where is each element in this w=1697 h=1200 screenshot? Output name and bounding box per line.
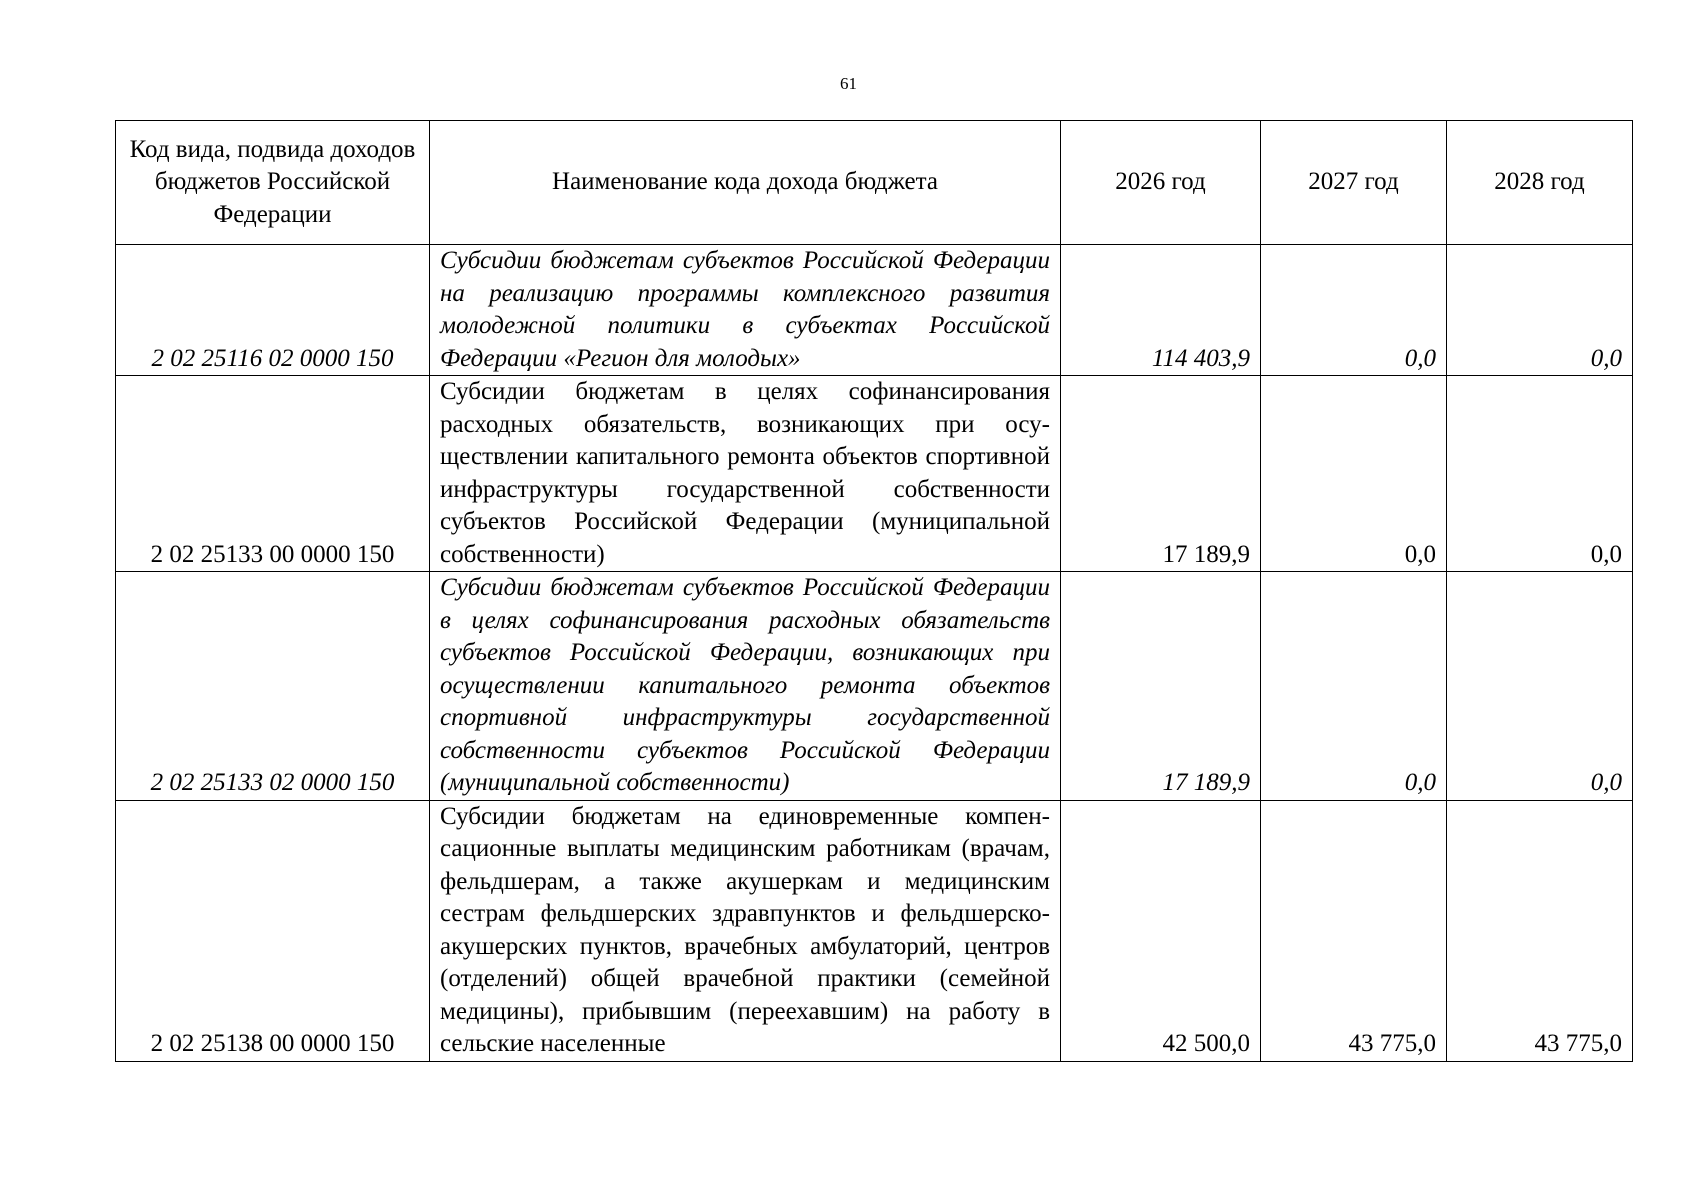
amount-2027-cell: 0,0 (1261, 572, 1447, 801)
income-name-cell: Субсидии бюджетам на единовременные компенсационные выплаты медицинским работникам (врачам, фельдшерам, а также акушеркам и медицинским сестрам фельдшерских здравпунктов и фельдшерско-акушерских пунктов, врачебных амбулаторий, центров (отделений) общей врачебной практики (семейной медицины), прибывшим (переехавшим) на работу в сельские населенные (430, 800, 1061, 1061)
table-row (116, 245, 1633, 376)
amount-2028-cell: 0,0 (1447, 572, 1633, 801)
table-row (116, 800, 1633, 1061)
page-number: 61 (840, 74, 857, 93)
amount-2026-cell: 17 189,9 (1061, 376, 1261, 572)
income-name-cell: Субсидии бюджетам субъектов Российской Федерации в целях софинансирования расходных обязательств субъектов Российской Федерации, возникающих при осуществлении капитального ремонта объектов спортивной инфраструктуры государственной собственности субъектов Российской Федерации (муниципальной собственности) (430, 572, 1061, 801)
header-year-2026: 2026 год (1061, 121, 1261, 245)
amount-2026-cell: 17 189,9 (1061, 572, 1261, 801)
budget-income-table (115, 120, 1633, 1062)
amount-2028-cell: 43 775,0 (1447, 800, 1633, 1061)
income-code-cell: 2 02 25133 00 0000 150 (116, 376, 430, 572)
header-code: Код вида, подвида доходов бюджетов Российской Федерации (116, 121, 430, 245)
amount-2027-cell: 0,0 (1261, 245, 1447, 376)
income-code-cell: 2 02 25133 02 0000 150 (116, 572, 430, 801)
table-header-row (116, 121, 1633, 245)
amount-2027-cell: 0,0 (1261, 376, 1447, 572)
amount-2027-cell: 43 775,0 (1261, 800, 1447, 1061)
table-row (116, 376, 1633, 572)
header-name: Наименование кода дохода бюджета (430, 121, 1061, 245)
amount-2028-cell: 0,0 (1447, 245, 1633, 376)
header-year-2028: 2028 год (1447, 121, 1633, 245)
amount-2026-cell: 42 500,0 (1061, 800, 1261, 1061)
income-name-cell: Субсидии бюджетам субъектов Российской Федерации на реализацию программы комплексного развития молодежной политики в субъектах Российской Федерации «Регион для молодых» (430, 245, 1061, 376)
table-row (116, 572, 1633, 801)
amount-2026-cell: 114 403,9 (1061, 245, 1261, 376)
header-year-2027: 2027 год (1261, 121, 1447, 245)
amount-2028-cell: 0,0 (1447, 376, 1633, 572)
income-code-cell: 2 02 25116 02 0000 150 (116, 245, 430, 376)
income-code-cell: 2 02 25138 00 0000 150 (116, 800, 430, 1061)
income-name-cell: Субсидии бюджетам в целях софинансирования расходных обязательств, возникающих при осуществлении капитального ремонта объектов спортивной инфраструктуры государственной собственности субъектов Российской Федерации (муниципальной собственности) (430, 376, 1061, 572)
